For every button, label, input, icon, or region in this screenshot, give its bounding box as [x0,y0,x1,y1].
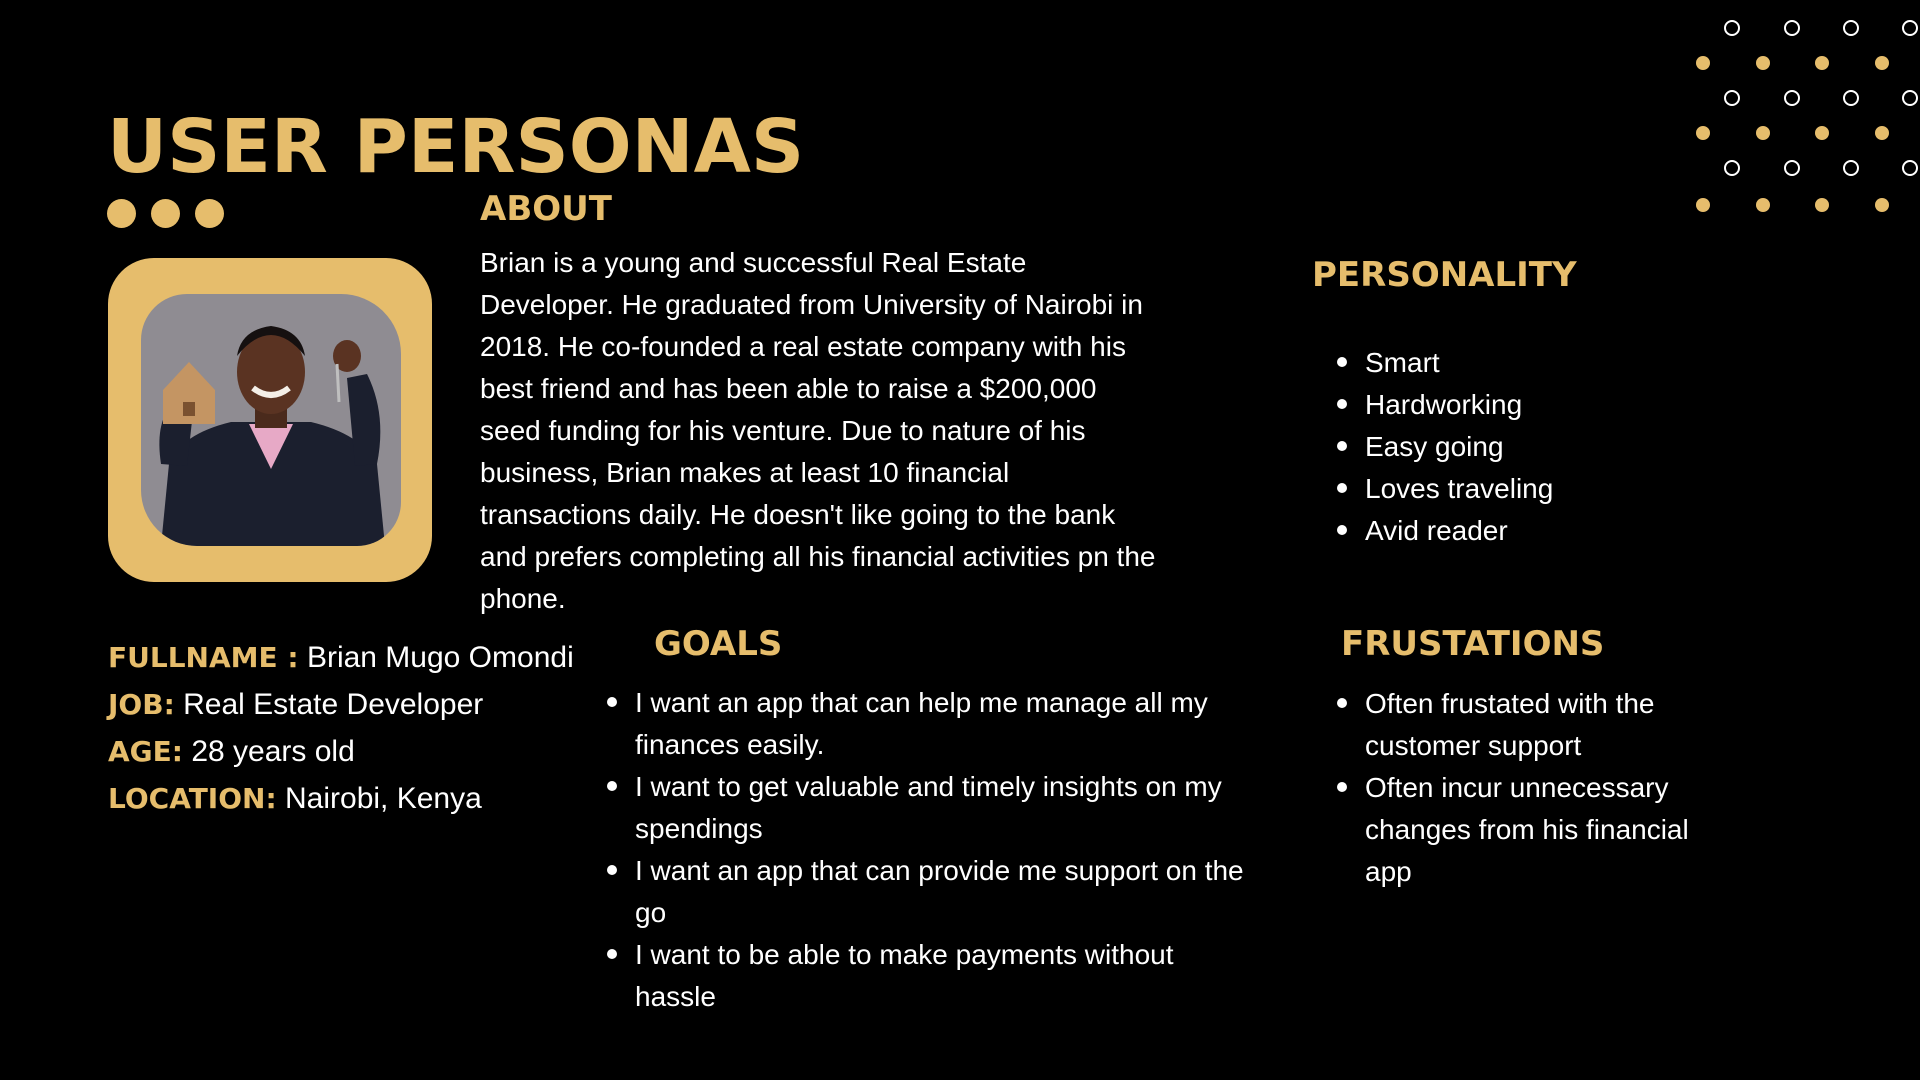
goal-item: I want to be able to make payments without hassle [612,934,1252,1018]
frustrations-heading: FRUSTATIONS [1341,624,1605,664]
age-value: 28 years old [191,735,355,768]
fullname-value: Brian Mugo Omondi [306,641,574,674]
about-text: Brian is a young and successful Real Estate Developer. He graduated from University of Nairobi in 2018. He co-founded a real estate company with his best friend and has been able to raise a $200,000 seed funding for his venture. Due to nature of his business, Brian makes at least 10 financial transactions daily. He doesn't like going to the bank and prefers completing all his financial activities pn the phone. [480,247,1156,614]
profile-info [108,634,574,822]
dot-decoration [107,199,136,228]
personality-item: Loves traveling [1342,468,1742,510]
frustration-item: Often frustated with the customer support [1342,683,1742,767]
frustrations-list [1342,683,1742,893]
goals-list [612,682,1252,1018]
age-row [108,728,574,775]
persona-photo-frame [108,258,432,582]
title-dots-decoration [107,199,224,228]
dot-decoration [195,199,224,228]
goals-heading: GOALS [654,624,783,664]
personality-heading: PERSONALITY [1312,255,1577,295]
job-label: JOB: [108,688,175,721]
goal-item: I want to get valuable and timely insights on my spendings [612,766,1252,850]
fullname-row [108,634,574,681]
frustration-item: Often incur unnecessary changes from his financial app [1342,767,1742,893]
personality-list [1342,342,1742,552]
personality-item: Avid reader [1342,510,1742,552]
personality-item: Smart [1342,342,1742,384]
about-heading: ABOUT [480,189,612,229]
age-label: AGE: [108,735,183,768]
fullname-label: FULLNAME : [108,641,299,674]
job-row [108,681,574,728]
page-title: USER PERSONAS [107,104,805,190]
location-label: LOCATION: [108,782,277,815]
job-value: Real Estate Developer [183,688,484,721]
persona-photo [141,294,401,546]
location-row [108,775,574,822]
goal-item: I want an app that can provide me support on the go [612,850,1252,934]
goal-item: I want an app that can help me manage all my finances easily. [612,682,1252,766]
location-value: Nairobi, Kenya [285,782,482,815]
dot-pattern-decoration [1688,14,1920,214]
personality-item: Hardworking [1342,384,1742,426]
personality-item: Easy going [1342,426,1742,468]
dot-decoration [151,199,180,228]
